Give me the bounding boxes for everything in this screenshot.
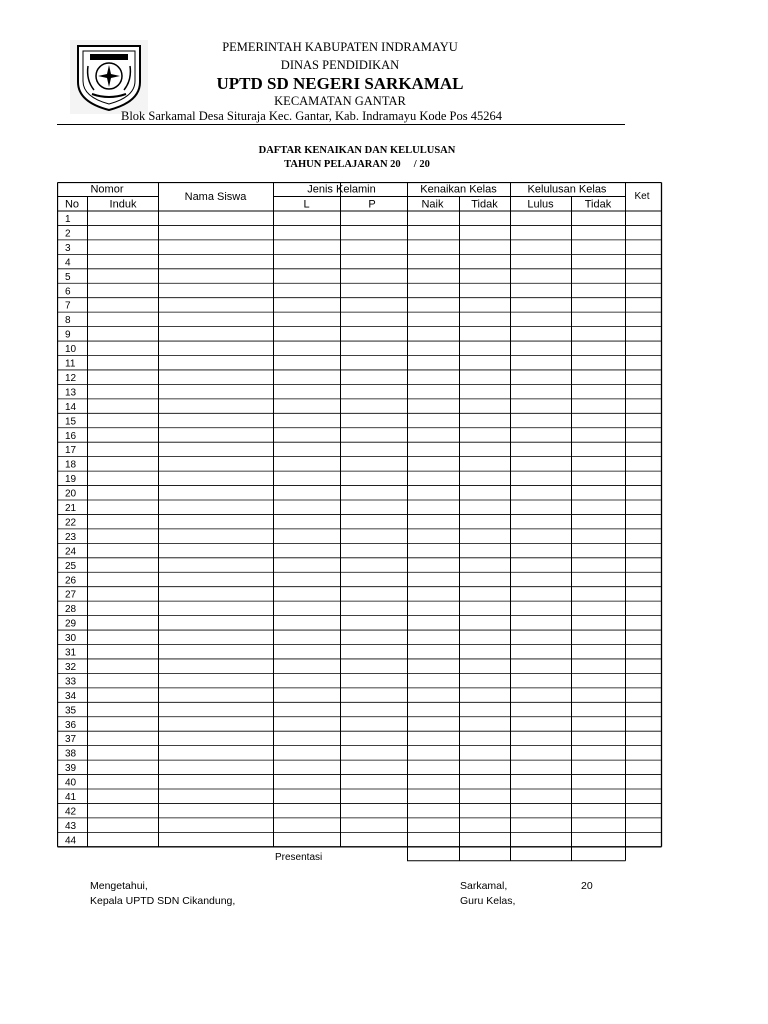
row-number: 24 bbox=[65, 546, 77, 558]
signature-place: Sarkamal, bbox=[460, 880, 508, 892]
header-jenis-kelamin: Jenis Kelamin bbox=[307, 183, 376, 196]
row-number: 39 bbox=[65, 763, 77, 775]
header-kenaikan-kelas: Kenaikan Kelas bbox=[420, 183, 497, 196]
row-number: 32 bbox=[65, 661, 77, 673]
header-no: No bbox=[64, 198, 80, 211]
row-number: 40 bbox=[65, 777, 77, 789]
row-number: 20 bbox=[65, 488, 77, 500]
header-lulus: Lulus bbox=[527, 198, 554, 211]
row-number: 12 bbox=[65, 372, 77, 384]
header-address: Blok Sarkamal Desa Situraja Kec. Gantar, Kab. Indramayu Kode Pos 45264 bbox=[121, 109, 502, 123]
row-number: 7 bbox=[65, 300, 71, 312]
row-number: 15 bbox=[65, 416, 77, 428]
row-number: 18 bbox=[65, 459, 77, 471]
header-kelulusan-kelas: Kelulusan Kelas bbox=[527, 183, 607, 196]
row-number: 42 bbox=[65, 806, 77, 818]
row-number: 34 bbox=[65, 690, 77, 702]
row-number: 38 bbox=[65, 748, 77, 760]
header-induk: Induk bbox=[109, 198, 137, 211]
row-number: 10 bbox=[65, 344, 77, 356]
row-number: 21 bbox=[65, 503, 77, 514]
signature-teacher: Guru Kelas, bbox=[460, 895, 516, 907]
row-number: 23 bbox=[65, 531, 77, 543]
row-number: 9 bbox=[65, 329, 71, 341]
header-tidak-lulus: Tidak bbox=[584, 198, 612, 211]
row-number: 6 bbox=[65, 286, 71, 298]
row-number: 2 bbox=[65, 228, 71, 240]
row-number: 37 bbox=[65, 734, 77, 746]
header-school-name: UPTD SD NEGERI SARKAMAL bbox=[216, 74, 464, 93]
presentasi-label: Presentasi bbox=[275, 852, 323, 863]
student-table bbox=[57, 182, 663, 867]
header-nama-siswa: Nama Siswa bbox=[184, 191, 247, 203]
row-number: 29 bbox=[65, 618, 77, 630]
header-nomor: Nomor bbox=[90, 183, 124, 196]
row-number: 1 bbox=[65, 214, 71, 225]
header-naik: Naik bbox=[421, 198, 444, 211]
signature-principal: Kepala UPTD SDN Cikandung, bbox=[90, 895, 236, 907]
row-number: 8 bbox=[65, 315, 71, 327]
row-number: 4 bbox=[65, 257, 71, 269]
header-government: PEMERINTAH KABUPATEN INDRAMAYU bbox=[222, 40, 458, 54]
row-number: 17 bbox=[65, 445, 77, 457]
row-number: 5 bbox=[65, 271, 71, 283]
row-number: 11 bbox=[65, 358, 76, 370]
row-number: 28 bbox=[65, 604, 77, 616]
document-year: TAHUN PELAJARAN 20 / 20 bbox=[284, 159, 430, 170]
row-number: 33 bbox=[65, 676, 77, 688]
row-number: 44 bbox=[65, 835, 77, 847]
header-p: P bbox=[368, 198, 376, 211]
signature-year: 20 bbox=[581, 880, 593, 892]
row-number: 41 bbox=[65, 792, 77, 803]
row-number: 13 bbox=[65, 387, 77, 399]
header-district: KECAMATAN GANTAR bbox=[274, 94, 406, 108]
header-divider bbox=[57, 124, 625, 125]
row-number: 31 bbox=[65, 647, 77, 659]
row-number: 26 bbox=[65, 575, 77, 587]
row-number: 35 bbox=[65, 705, 77, 717]
header-tidak-naik: Tidak bbox=[471, 198, 498, 211]
row-number: 43 bbox=[65, 820, 77, 832]
regency-crest-icon bbox=[70, 40, 148, 114]
row-number: 14 bbox=[65, 401, 77, 413]
row-number: 19 bbox=[65, 474, 77, 486]
row-number: 36 bbox=[65, 719, 77, 731]
header-department: DINAS PENDIDIKAN bbox=[280, 58, 400, 72]
row-number: 25 bbox=[65, 560, 77, 572]
header-l: L bbox=[303, 198, 310, 211]
signature-acknowledged: Mengetahui, bbox=[90, 880, 148, 892]
document-title: DAFTAR KENAIKAN DAN KELULUSAN bbox=[258, 145, 456, 156]
row-number: 27 bbox=[65, 589, 77, 601]
row-number: 3 bbox=[65, 242, 71, 254]
row-number: 22 bbox=[65, 517, 77, 529]
row-number: 30 bbox=[65, 633, 77, 645]
row-number: 16 bbox=[65, 430, 77, 442]
header-ket: Ket bbox=[634, 191, 650, 202]
